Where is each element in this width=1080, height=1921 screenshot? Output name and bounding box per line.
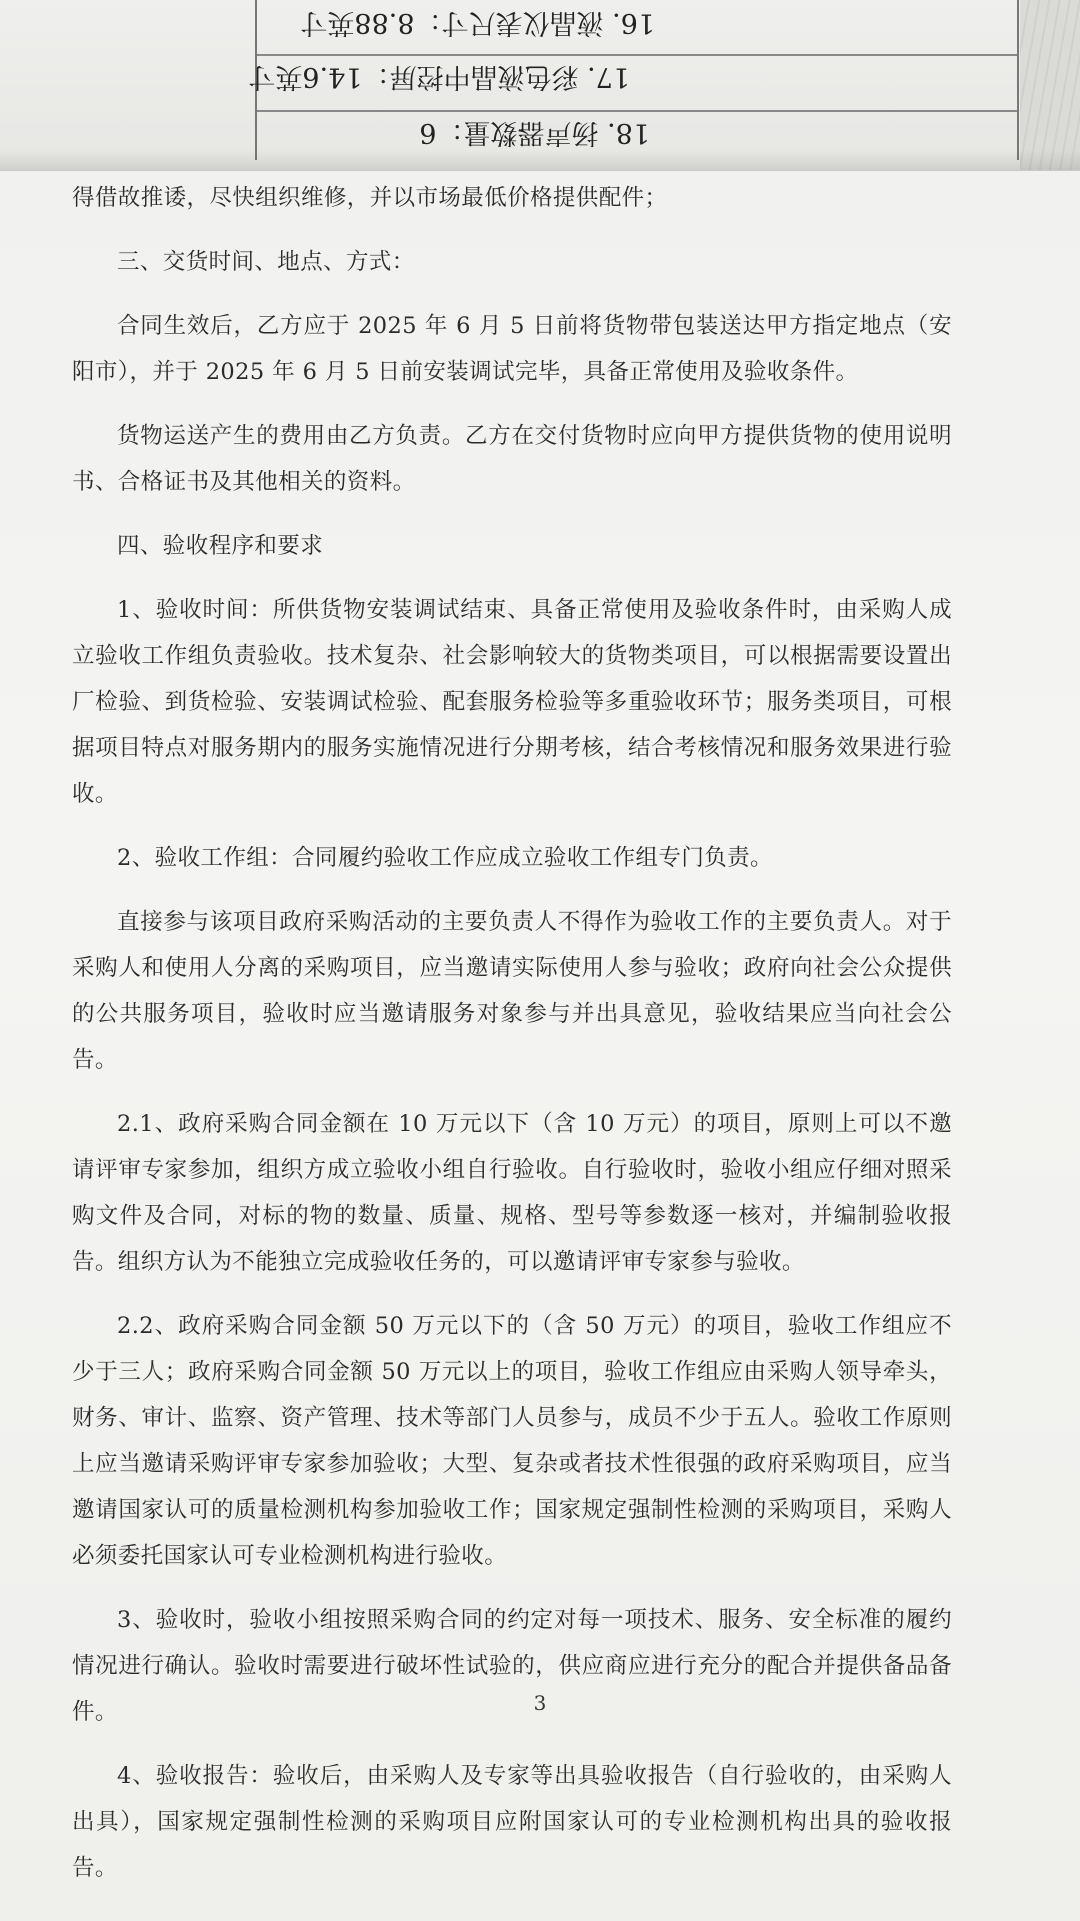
background-line [0, 0, 1080, 55]
document-page [0, 170, 1080, 1921]
paragraph-clause-2-1: 2.1、政府采购合同金额在 10 万元以下（含 10 万元）的项目，原则上可以不邀请评审专家参加，组织方成立验收小组自行验收。自行验收时，验收小组应仔细对照采购文件及合同，对标的物的数量、质量、规格、型号等参数逐一核对，并编制验收报告。组织方认为不能独立完成验收任务的，可以邀请评审专家参与验收。 [72, 1111, 952, 1275]
paragraph-clause-2-2: 2.2、政府采购合同金额 50 万元以下的（含 50 万元）的项目，验收工作组应不少于三人；政府采购合同金额 50 万元以上的项目，验收工作组应由采购人领导牵头，财务、审计、监察、资产管理、技术等部门人员参与，成员不少于五人。验收工作原则上应当邀请采购评审专家参加验收；大型、复杂或者技术性很强的政府采购项目，应当邀请国家认可的质量检测机构参加验收工作；国家规定强制性检测的采购项目，采购人必须委托国家认可专业检测机构进行验收。 [72, 1313, 952, 1569]
background-line-text: 16. 液晶仪表尺寸：8.88英寸 [300, 7, 655, 38]
page-number: 3 [533, 1691, 547, 1715]
background-line-text: 18. 扬声器数量：6 [419, 117, 650, 148]
paragraph-delivery-time: 合同生效后，乙方应于 2025 年 6 月 5 日前将货物带包装送达甲方指定地点（安阳市），并于 2025 年 6 月 5 日前安装调试完毕，具备正常使用及验收条件。 [72, 313, 952, 385]
paragraph-responsible-person: 直接参与该项目政府采购活动的主要负责人不得作为验收工作的主要负责人。对于采购人和使用人分离的采购项目，应当邀请实际使用人参与验收；政府向社会公众提供的公共服务项目，验收时应当邀请服务对象参与并出具意见，验收结果应当向社会公告。 [72, 909, 952, 1073]
background-sheet [0, 0, 1080, 175]
paragraph-clause-3: 3、验收时，验收小组按照采购合同的约定对每一项技术、服务、安全标准的履约情况进行确认。验收时需要进行破坏性试验的，供应商应进行充分的配合并提供备品备件。 [72, 1607, 952, 1725]
paragraph-continuation: 得借故推诿，尽快组织维修，并以市场最低价格提供配件； [72, 185, 668, 211]
document-body [72, 171, 952, 1891]
paragraph-acceptance-group: 2、验收工作组：合同履约验收工作应成立验收工作组专门负责。 [117, 845, 773, 871]
paragraph-delivery-cost: 货物运送产生的费用由乙方负责。乙方在交付货物时应向甲方提供货物的使用说明书、合格证书及其他相关的资料。 [72, 423, 952, 495]
section-heading-delivery: 三、交货时间、地点、方式： [117, 249, 415, 275]
section-heading-acceptance: 四、验收程序和要求 [117, 533, 324, 559]
paragraph-clause-4: 4、验收报告：验收后，由采购人及专家等出具验收报告（自行验收的，由采购人出具），国家规定强制性检测的采购项目应附国家认可的专业检测机构出具的验收报告。 [72, 1763, 952, 1881]
background-line [0, 54, 1080, 109]
background-line-text: 17. 彩色液晶中控屏：14.6英寸 [248, 61, 630, 92]
background-edge [1020, 0, 1080, 175]
paragraph-acceptance-time: 1、验收时间：所供货物安装调试结束、具备正常使用及验收条件时，由采购人成立验收工作组负责验收。技术复杂、社会影响较大的货物类项目，可以根据需要设置出厂检验、到货检验、安装调试检验、配套服务检验等多重验收环节；服务类项目，可根据项目特点对服务期内的服务实施情况进行分期考核，结合考核情况和服务效果进行验收。 [72, 597, 952, 807]
